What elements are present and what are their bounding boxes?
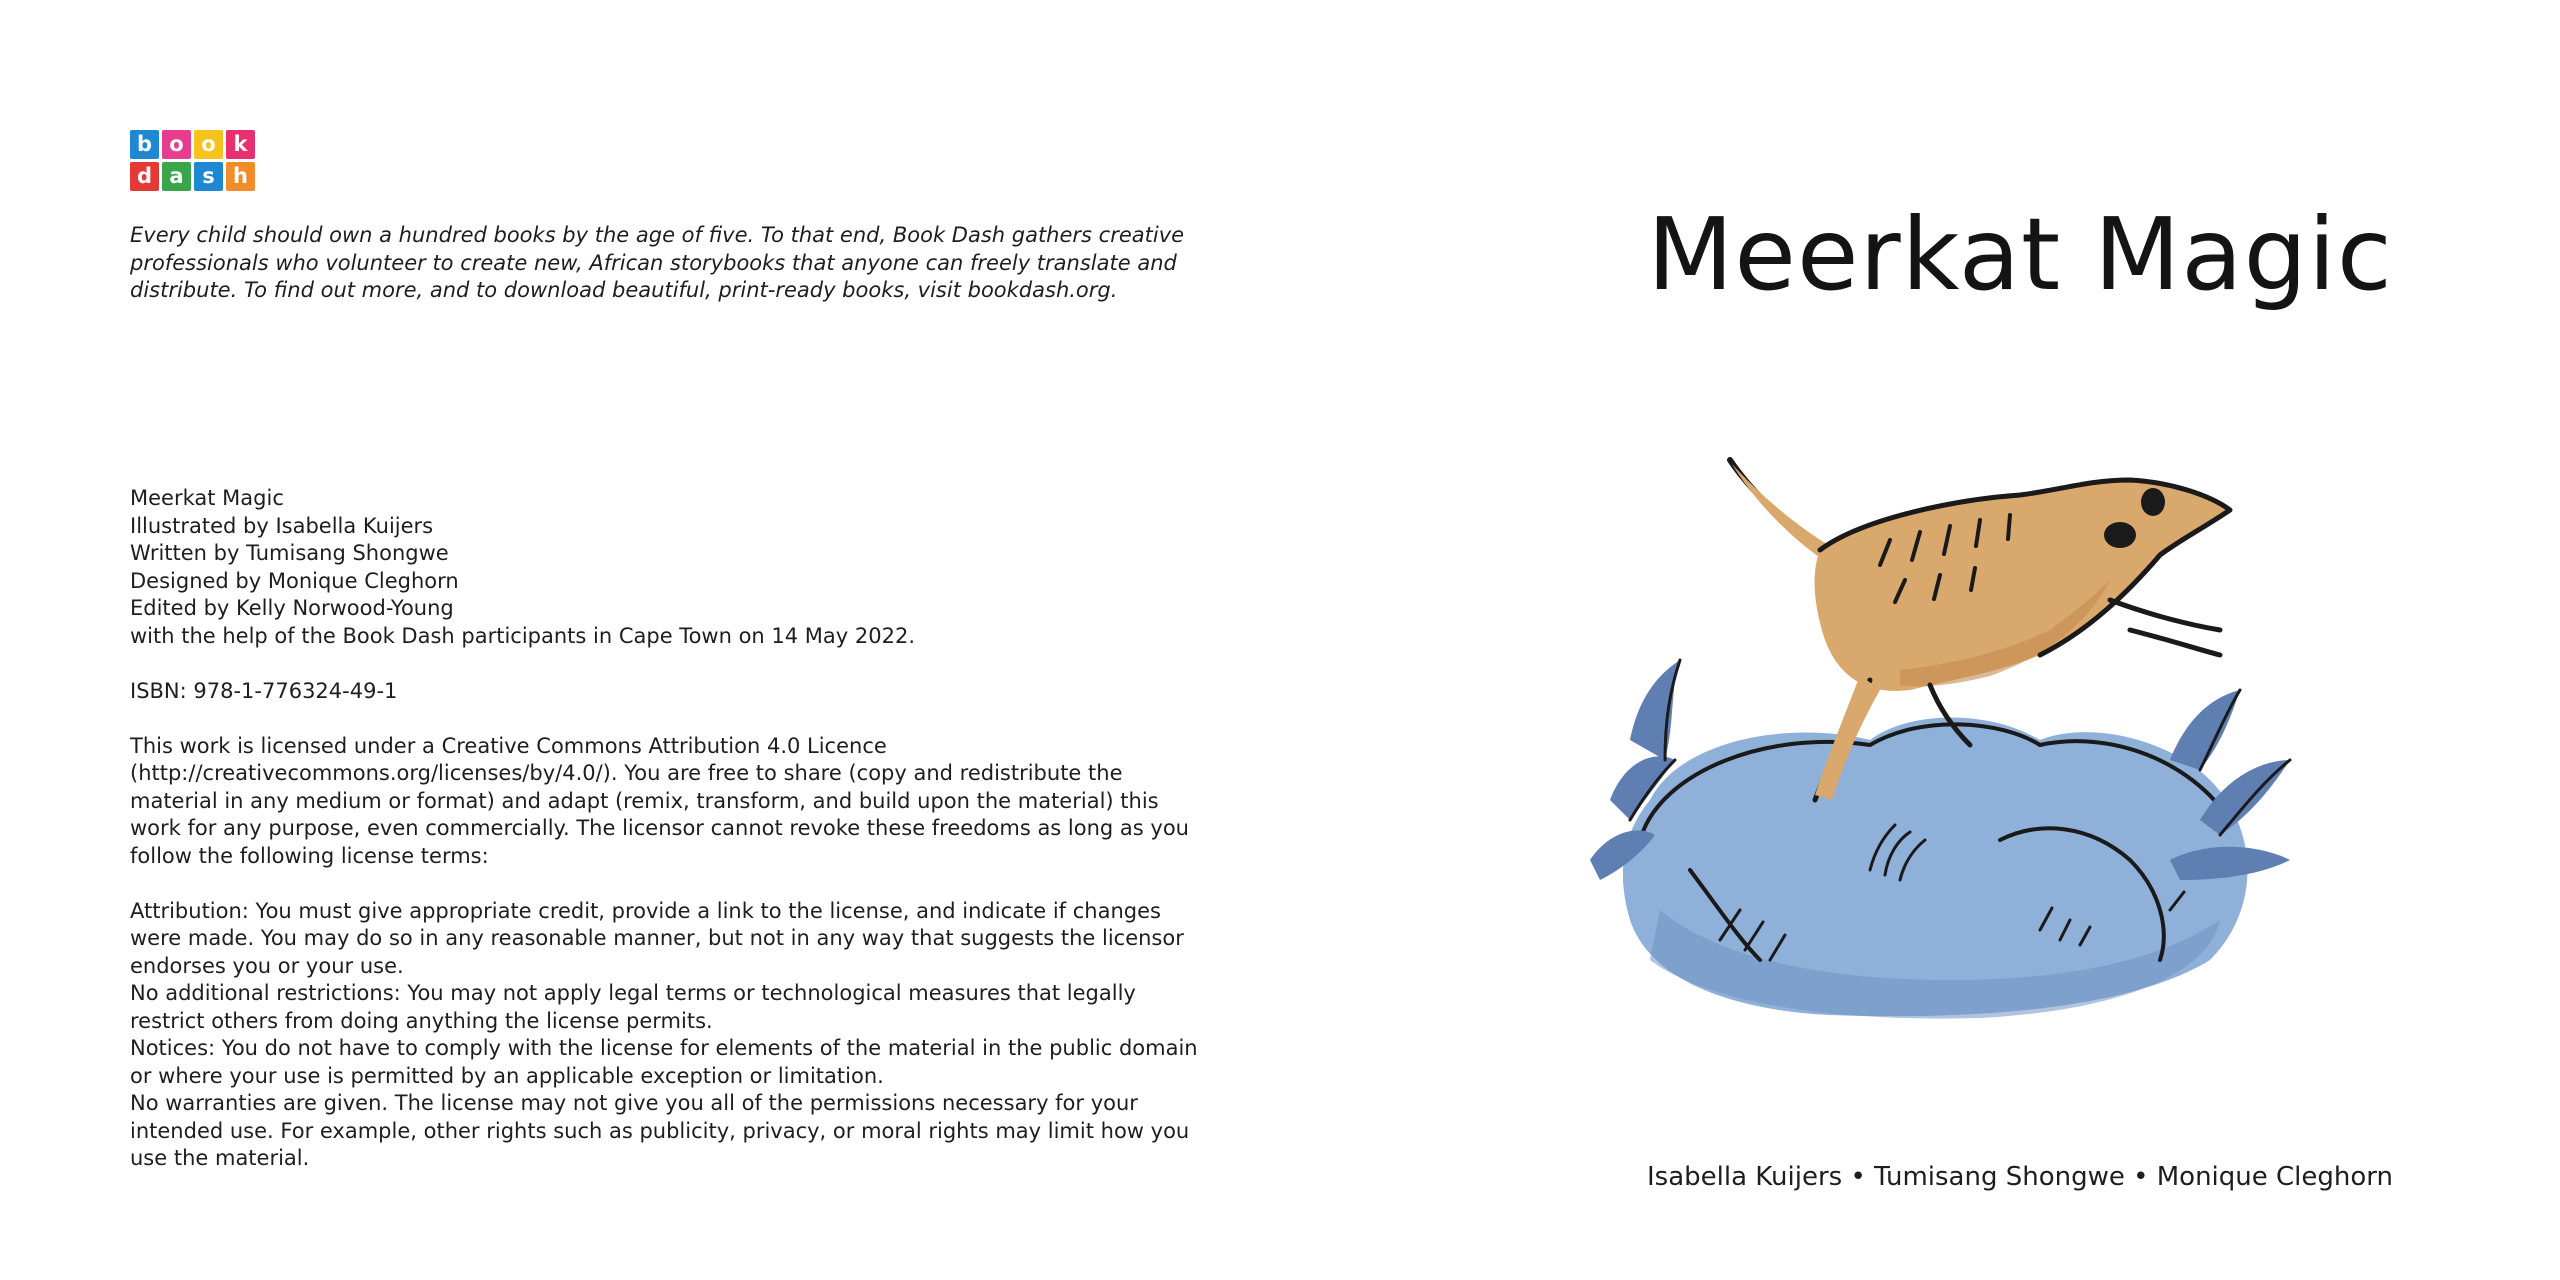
imprint-participants: with the help of the Book Dash participants in Cape Town on 14 May 2022. [130,623,916,648]
license-text: This work is licensed under a Creative Commons Attribution 4.0 Licence (http://creativecommons.org/licenses/by/4.0/). You are free to share (copy and redistribute the material in any medium or format) and adapt (remix, transform, and build upon the material) this work for any purpose, even commercially. The licensor cannot revoke these freedoms as long as you follow the following license terms: [130,733,1189,868]
logo-tile: k [226,130,255,159]
rock-group [1623,718,2248,1019]
spacer [130,705,1210,733]
logo-tile: a [162,162,191,191]
imprint-illustrator: Illustrated by Isabella Kuijers [130,513,434,538]
logo-tile: b [130,130,159,159]
isbn: ISBN: 978-1-776324-49-1 [130,678,398,703]
imprint-writer: Written by Tumisang Shongwe [130,541,449,565]
logo-tile: s [194,162,223,191]
meerkat-front-leg [2110,600,2220,655]
meerkat-illustration [1570,440,2320,1040]
spacer [130,650,1210,678]
book-dash-logo [130,130,255,191]
imprint-block [130,485,1210,1173]
logo-tile: h [226,162,255,191]
logo-tile: o [162,130,191,159]
imprint-editor: Edited by Kelly Norwood-Young [130,596,454,620]
meerkat-cheek-patch [2104,522,2136,548]
cover-title: Meerkat Magic [1647,196,2393,313]
logo-tile: o [194,130,223,159]
mission-statement: Every child should own a hundred books by the age of five. To that end, Book Dash gathers creative professionals who volunteer to create new, African storybooks that anyone can freely translate and distribute. To find out more, and to download beautiful, print-ready books, visit bookdash.org. [130,223,1185,302]
spacer [130,870,1210,898]
license-no-restrictions: No additional restrictions: You may not apply legal terms or technological measures that legally restrict others from doing anything the license permits. [130,981,1136,1033]
license-notices: Notices: You do not have to comply with the license for elements of the material in the public domain or where your use is permitted by an applicable exception or limitation. [130,1036,1198,1088]
imprint-designer: Designed by Monique Cleghorn [130,568,459,593]
imprint-book-title: Meerkat Magic [130,486,284,510]
meerkat-eye-patch [2141,488,2165,516]
license-no-warranties: No warranties are given. The license may not give you all of the permissions necessary for your intended use. For example, other rights such as publicity, privacy, or moral rights may limit how you use the material. [130,1091,1190,1170]
cover-credits: Isabella Kuijers • Tumisang Shongwe • Monique Cleghorn [1646,1162,2393,1192]
logo-tile: d [130,162,159,191]
license-attribution: Attribution: You must give appropriate credit, provide a link to the license, and indicate if changes were made. You may do so in any reasonable manner, but not in any way that suggests the licensor endorses you or your use. [130,898,1184,978]
